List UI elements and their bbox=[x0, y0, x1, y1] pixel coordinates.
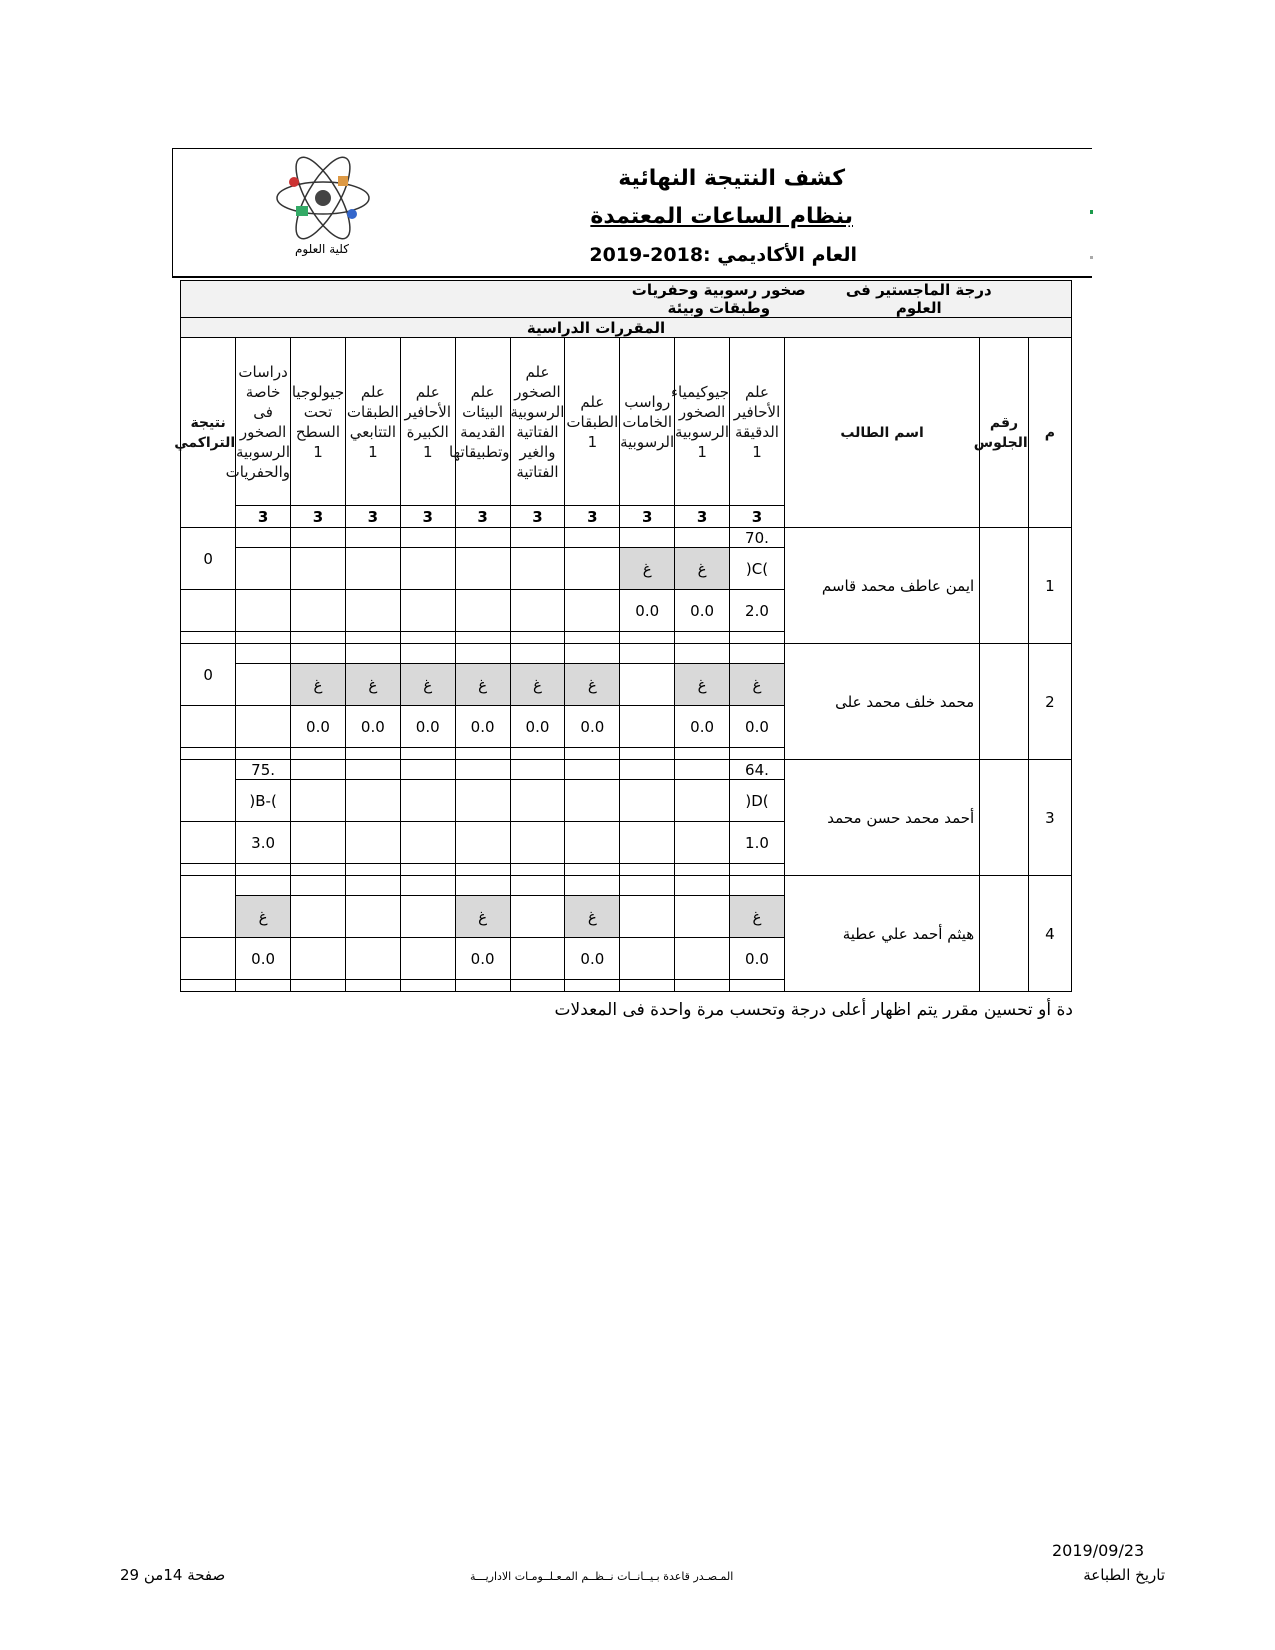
student-name: هيثم أحمد علي عطية bbox=[784, 876, 979, 992]
spacer-cell bbox=[510, 864, 565, 876]
course-credits-1: 3 bbox=[730, 506, 785, 528]
spacer-cell bbox=[675, 632, 730, 644]
print-date-label: تاريخ الطباعة bbox=[1083, 1566, 1165, 1584]
spacer-cell bbox=[730, 980, 785, 992]
course-grade bbox=[620, 896, 675, 938]
degree-label: درجة الماجستير فى العلوم bbox=[845, 281, 992, 317]
course-score: .64 bbox=[730, 760, 785, 780]
course-score bbox=[400, 644, 455, 664]
spacer-cell bbox=[400, 864, 455, 876]
course-points bbox=[510, 590, 565, 632]
course-header-1: علم الأحافير الدقيقة 1 bbox=[730, 338, 785, 506]
course-points bbox=[455, 822, 510, 864]
col-serial-header: م bbox=[1028, 338, 1071, 528]
course-points bbox=[400, 590, 455, 632]
table-row bbox=[181, 528, 1072, 548]
course-points bbox=[675, 822, 730, 864]
course-points: 0.0 bbox=[620, 590, 675, 632]
spacer-cell bbox=[291, 632, 346, 644]
course-grade bbox=[675, 896, 730, 938]
course-points bbox=[565, 590, 620, 632]
spacer-cell bbox=[620, 748, 675, 760]
spacer-cell bbox=[675, 980, 730, 992]
course-score bbox=[620, 876, 675, 896]
course-grade bbox=[291, 896, 346, 938]
course-score bbox=[291, 644, 346, 664]
course-grade: )-B( bbox=[236, 780, 291, 822]
course-grade bbox=[510, 548, 565, 590]
course-points bbox=[236, 590, 291, 632]
results-table bbox=[174, 280, 1072, 992]
spacer-cell bbox=[345, 864, 400, 876]
cumulative-blank bbox=[181, 938, 236, 980]
course-points bbox=[565, 822, 620, 864]
course-score bbox=[510, 760, 565, 780]
course-points: 0.0 bbox=[345, 706, 400, 748]
course-score bbox=[565, 644, 620, 664]
spacer-cell bbox=[345, 980, 400, 992]
spacer-cell bbox=[236, 748, 291, 760]
course-grade bbox=[455, 548, 510, 590]
course-grade: غ bbox=[675, 548, 730, 590]
report-title: كشف النتيجة النهائية bbox=[618, 166, 845, 191]
spacer-cell bbox=[455, 748, 510, 760]
student-serial: 4 bbox=[1028, 876, 1071, 992]
course-score bbox=[291, 876, 346, 896]
course-points bbox=[510, 938, 565, 980]
course-points: 0.0 bbox=[291, 706, 346, 748]
course-points bbox=[675, 938, 730, 980]
spacer-cell bbox=[730, 864, 785, 876]
course-score bbox=[345, 644, 400, 664]
course-points bbox=[510, 822, 565, 864]
course-points: 0.0 bbox=[236, 938, 291, 980]
course-grade: غ bbox=[400, 664, 455, 706]
course-score bbox=[236, 876, 291, 896]
course-points bbox=[291, 590, 346, 632]
spacer-cell bbox=[400, 748, 455, 760]
course-score bbox=[291, 760, 346, 780]
spacer-cell bbox=[620, 980, 675, 992]
course-points bbox=[345, 590, 400, 632]
course-grade bbox=[620, 664, 675, 706]
course-credits-10: 3 bbox=[236, 506, 291, 528]
spacer-cell bbox=[400, 980, 455, 992]
course-points bbox=[400, 938, 455, 980]
course-header-2: جيوكيمياء الصخور الرسوبية 1 bbox=[675, 338, 730, 506]
course-header-5: علم الصخور الرسوبية الفتاتية والغير الفتاتية bbox=[510, 338, 565, 506]
course-grade: غ bbox=[455, 896, 510, 938]
col-cumulative-header: نتيجة التراكمي bbox=[181, 338, 236, 528]
spacer-cell bbox=[455, 864, 510, 876]
spacer-cell bbox=[345, 632, 400, 644]
course-points bbox=[455, 590, 510, 632]
course-credits-4: 3 bbox=[565, 506, 620, 528]
spacer-cell bbox=[565, 864, 620, 876]
course-score bbox=[345, 528, 400, 548]
edge-fragment bbox=[1090, 210, 1093, 214]
course-score bbox=[455, 528, 510, 548]
course-grade: غ bbox=[565, 896, 620, 938]
course-header-8: علم الطبقات التتابعي 1 bbox=[345, 338, 400, 506]
course-score bbox=[400, 760, 455, 780]
course-points: 0.0 bbox=[510, 706, 565, 748]
course-points: 0.0 bbox=[675, 590, 730, 632]
spacer-cell bbox=[181, 864, 236, 876]
course-header-7: علم الأحافير الكبيرة 1 bbox=[400, 338, 455, 506]
course-score bbox=[730, 644, 785, 664]
spacer-cell bbox=[510, 632, 565, 644]
course-header-9: جيولوجيا تحت السطح 1 bbox=[291, 338, 346, 506]
course-grade bbox=[565, 780, 620, 822]
spacer-cell bbox=[236, 632, 291, 644]
student-name: محمد خلف محمد على bbox=[784, 644, 979, 760]
course-score: .70 bbox=[730, 528, 785, 548]
spacer-cell bbox=[675, 748, 730, 760]
course-points: 0.0 bbox=[400, 706, 455, 748]
course-score bbox=[675, 644, 730, 664]
table-row bbox=[181, 760, 1072, 780]
course-score bbox=[455, 760, 510, 780]
course-points bbox=[400, 822, 455, 864]
course-grade bbox=[236, 664, 291, 706]
course-score bbox=[730, 876, 785, 896]
course-grade: غ bbox=[455, 664, 510, 706]
student-serial: 2 bbox=[1028, 644, 1071, 760]
course-points: 0.0 bbox=[565, 938, 620, 980]
spacer-cell bbox=[565, 632, 620, 644]
course-points: 0.0 bbox=[730, 938, 785, 980]
course-score bbox=[291, 528, 346, 548]
spacer-cell bbox=[181, 748, 236, 760]
course-score bbox=[510, 528, 565, 548]
course-score bbox=[345, 876, 400, 896]
course-grade bbox=[345, 896, 400, 938]
spacer-cell bbox=[455, 632, 510, 644]
course-score bbox=[400, 876, 455, 896]
spacer-cell bbox=[565, 748, 620, 760]
course-points: 1.0 bbox=[730, 822, 785, 864]
page-number: صفحة 14من 29 bbox=[120, 1566, 226, 1584]
course-header-6: علم البيئات القديمة وتطبيقاتها bbox=[455, 338, 510, 506]
student-seat bbox=[980, 528, 1029, 644]
spacer-cell bbox=[620, 632, 675, 644]
course-grade bbox=[510, 780, 565, 822]
course-score bbox=[236, 644, 291, 664]
table-row bbox=[181, 876, 1072, 896]
course-grade bbox=[400, 896, 455, 938]
cumulative-result: 0 bbox=[181, 644, 236, 706]
course-grade: )C( bbox=[730, 548, 785, 590]
spacer-cell bbox=[181, 980, 236, 992]
course-grade bbox=[620, 780, 675, 822]
course-points: 0.0 bbox=[455, 706, 510, 748]
spacer-cell bbox=[510, 748, 565, 760]
col-seat-header: رقم الجلوس bbox=[980, 338, 1029, 528]
course-score bbox=[565, 876, 620, 896]
course-credits-7: 3 bbox=[400, 506, 455, 528]
course-score bbox=[345, 760, 400, 780]
course-score bbox=[675, 876, 730, 896]
course-score: .75 bbox=[236, 760, 291, 780]
course-points bbox=[291, 938, 346, 980]
course-grade: غ bbox=[291, 664, 346, 706]
table-row bbox=[181, 644, 1072, 664]
course-score bbox=[565, 528, 620, 548]
col-name-header: اسم الطالب bbox=[784, 338, 979, 528]
spacer-cell bbox=[236, 980, 291, 992]
course-score bbox=[565, 760, 620, 780]
course-score bbox=[620, 644, 675, 664]
course-points bbox=[620, 822, 675, 864]
course-points: 0.0 bbox=[565, 706, 620, 748]
course-points: 0.0 bbox=[455, 938, 510, 980]
course-credits-8: 3 bbox=[345, 506, 400, 528]
spacer-cell bbox=[510, 980, 565, 992]
course-header-10: دراسات خاصة فى الصخور الرسوبية والحفريات bbox=[236, 338, 291, 506]
student-seat bbox=[980, 644, 1029, 760]
spacer-cell bbox=[345, 748, 400, 760]
course-points bbox=[345, 938, 400, 980]
cumulative-blank bbox=[181, 590, 236, 632]
course-grade: غ bbox=[730, 896, 785, 938]
course-score bbox=[236, 528, 291, 548]
course-grade: غ bbox=[565, 664, 620, 706]
spacer-cell bbox=[730, 632, 785, 644]
course-grade: غ bbox=[345, 664, 400, 706]
course-grade bbox=[236, 548, 291, 590]
course-header-3: رواسب الخامات الرسوبية bbox=[620, 338, 675, 506]
faculty-of-science-logo bbox=[272, 162, 374, 234]
course-score bbox=[510, 876, 565, 896]
course-points bbox=[236, 706, 291, 748]
course-grade bbox=[291, 548, 346, 590]
course-score bbox=[620, 760, 675, 780]
footnote: دة أو تحسين مقرر يتم اظهار أعلى درجة وتحسب مرة واحدة فى المعدلات bbox=[554, 1000, 1073, 1020]
course-grade: غ bbox=[510, 664, 565, 706]
course-grade: غ bbox=[236, 896, 291, 938]
course-grade bbox=[291, 780, 346, 822]
program-label: صخور رسوبية وحفريات وطبقات وبيئة bbox=[631, 281, 806, 317]
report-subtitle: بنظام الساعات المعتمدة bbox=[590, 204, 853, 229]
spacer-cell bbox=[730, 748, 785, 760]
cumulative-result: 0 bbox=[181, 528, 236, 590]
student-serial: 3 bbox=[1028, 760, 1071, 876]
spacer-cell bbox=[565, 980, 620, 992]
course-points: 2.0 bbox=[730, 590, 785, 632]
student-serial: 1 bbox=[1028, 528, 1071, 644]
course-credits-2: 3 bbox=[675, 506, 730, 528]
spacer-cell bbox=[181, 632, 236, 644]
course-score bbox=[455, 644, 510, 664]
spacer-cell bbox=[291, 864, 346, 876]
course-points: 0.0 bbox=[730, 706, 785, 748]
course-credits-3: 3 bbox=[620, 506, 675, 528]
academic-year: العام الأكاديمي :2018-2019 bbox=[589, 244, 857, 266]
cumulative-blank bbox=[181, 822, 236, 864]
course-grade bbox=[675, 780, 730, 822]
course-score bbox=[455, 876, 510, 896]
student-seat bbox=[980, 876, 1029, 992]
course-grade bbox=[400, 548, 455, 590]
student-seat bbox=[980, 760, 1029, 876]
course-points bbox=[620, 706, 675, 748]
course-grade bbox=[345, 780, 400, 822]
program-band bbox=[181, 281, 1072, 318]
course-grade bbox=[510, 896, 565, 938]
course-credits-6: 3 bbox=[455, 506, 510, 528]
course-points bbox=[620, 938, 675, 980]
print-date: 2019/09/23 bbox=[1052, 1541, 1145, 1560]
course-score bbox=[620, 528, 675, 548]
course-points: 3.0 bbox=[236, 822, 291, 864]
course-grade bbox=[345, 548, 400, 590]
course-grade bbox=[400, 780, 455, 822]
student-name: أحمد محمد حسن محمد bbox=[784, 760, 979, 876]
course-score bbox=[400, 528, 455, 548]
course-grade: غ bbox=[620, 548, 675, 590]
course-score bbox=[675, 760, 730, 780]
course-header-4: علم الطبقات 1 bbox=[565, 338, 620, 506]
spacer-cell bbox=[455, 980, 510, 992]
cumulative-result bbox=[181, 876, 236, 938]
edge-fragment-grey bbox=[1090, 256, 1093, 259]
spacer-cell bbox=[400, 632, 455, 644]
cumulative-result bbox=[181, 760, 236, 822]
course-score bbox=[510, 644, 565, 664]
spacer-cell bbox=[291, 980, 346, 992]
course-grade bbox=[565, 548, 620, 590]
course-grade: غ bbox=[675, 664, 730, 706]
course-grade: غ bbox=[730, 664, 785, 706]
course-score bbox=[675, 528, 730, 548]
logo-caption: كلية العلوم bbox=[295, 242, 349, 256]
spacer-cell bbox=[675, 864, 730, 876]
spacer-cell bbox=[620, 864, 675, 876]
course-credits-5: 3 bbox=[510, 506, 565, 528]
course-points: 0.0 bbox=[675, 706, 730, 748]
course-points bbox=[345, 822, 400, 864]
source-line: المـصـدر قاعدة بـيــانــات نــظــم المـعـلــومـات الاداريـــة bbox=[470, 1570, 734, 1583]
course-credits-9: 3 bbox=[291, 506, 346, 528]
student-name: ايمن عاطف محمد قاسم bbox=[784, 528, 979, 644]
course-points bbox=[291, 822, 346, 864]
courses-title: المقررات الدراسية bbox=[181, 318, 1072, 338]
spacer-cell bbox=[236, 864, 291, 876]
spacer-cell bbox=[291, 748, 346, 760]
course-grade bbox=[455, 780, 510, 822]
cumulative-blank bbox=[181, 706, 236, 748]
course-grade: )D( bbox=[730, 780, 785, 822]
